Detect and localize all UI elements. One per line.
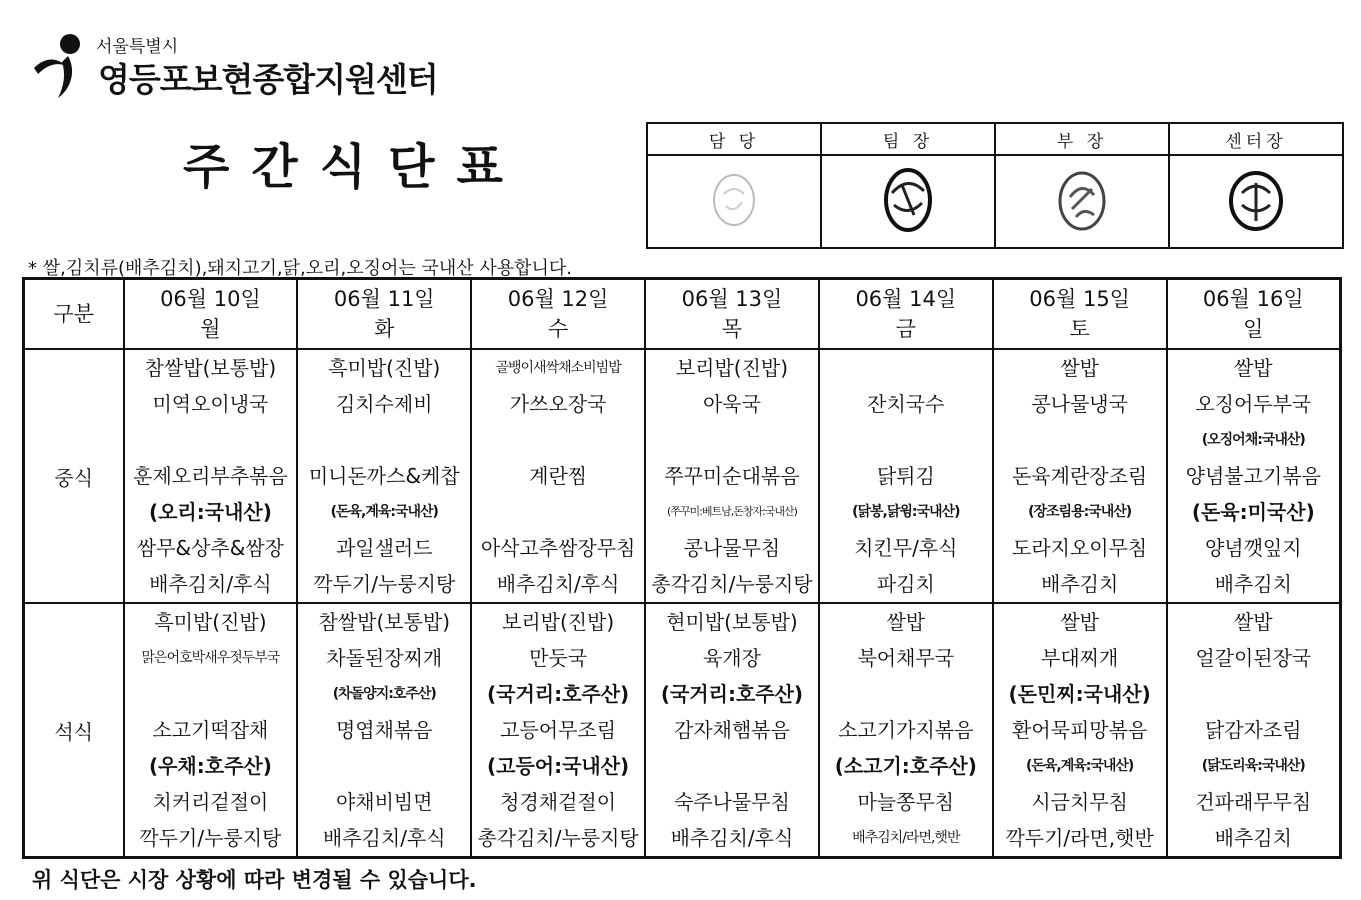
approval-label: 팀 장 bbox=[821, 123, 995, 155]
day-date: 06월 13일 bbox=[681, 287, 783, 311]
menu-item: 과일샐러드 bbox=[335, 536, 433, 560]
menu-item bbox=[820, 676, 992, 712]
menu-item: 배추김치 bbox=[1214, 572, 1292, 596]
approval-seal-cell bbox=[1169, 155, 1343, 248]
menu-item: 깍두기/라면,햇반 bbox=[1005, 826, 1154, 850]
menu-item: 쌀밥 bbox=[1060, 356, 1099, 380]
corner-label: 구분 bbox=[24, 279, 124, 350]
menu-cell bbox=[1167, 603, 1341, 858]
menu-item: 배추김치 bbox=[1214, 826, 1292, 850]
menu-item: 계란찜 bbox=[529, 464, 588, 488]
menu-item: 차돌된장찌개 bbox=[326, 646, 443, 670]
day-date: 06월 12일 bbox=[507, 287, 609, 311]
approval-label: 담 당 bbox=[647, 123, 821, 155]
menu-item: (쭈꾸미:베트남,돈창자:국내산) bbox=[666, 505, 797, 518]
center-logo bbox=[28, 30, 100, 106]
day-date: 06월 11일 bbox=[333, 287, 435, 311]
menu-item: 배추김치/후식 bbox=[670, 826, 794, 850]
menu-item: (차돌양지:호주산) bbox=[332, 686, 436, 702]
menu-item: 잔치국수 bbox=[867, 392, 945, 416]
menu-item: 육개장 bbox=[702, 646, 761, 670]
menu-item: 소고기가지볶음 bbox=[838, 718, 974, 742]
menu-item bbox=[298, 748, 470, 784]
menu-cell bbox=[645, 349, 819, 603]
menu-cell bbox=[471, 603, 645, 858]
menu-item: (장조림용:국내산) bbox=[1028, 504, 1132, 520]
menu-item: 배추김치/라면,햇반 bbox=[852, 830, 960, 846]
menu-cell bbox=[297, 349, 471, 603]
menu-item bbox=[820, 422, 992, 458]
menu-item: 만둣국 bbox=[529, 646, 588, 670]
menu-item bbox=[646, 422, 818, 458]
menu-item: 숙주나물무침 bbox=[673, 790, 790, 814]
menu-item bbox=[125, 676, 297, 712]
approval-box bbox=[646, 122, 1344, 249]
menu-item: 골뱅이새싹채소비빔밥 bbox=[495, 360, 621, 376]
weekly-menu-table bbox=[22, 277, 1342, 859]
day-weekday: 목 bbox=[721, 317, 743, 341]
menu-item: 쌀밥 bbox=[886, 610, 926, 634]
approval-label: 센터장 bbox=[1169, 123, 1343, 155]
menu-item: 미니돈까스&케찹 bbox=[308, 464, 460, 488]
meal-row bbox=[24, 349, 1341, 603]
menu-item: 가쓰오장국 bbox=[509, 392, 607, 416]
menu-item: 오징어두부국 bbox=[1195, 392, 1312, 416]
menu-item: 쌀밥 bbox=[1060, 610, 1099, 634]
menu-item: 깍두기/누룽지탕 bbox=[313, 572, 456, 596]
menu-item: 마늘쫑무침 bbox=[857, 790, 955, 814]
menu-item: 참쌀밥(보통밥) bbox=[144, 356, 277, 380]
day-date: 06월 14일 bbox=[855, 287, 957, 311]
meal-row bbox=[24, 603, 1341, 858]
day-header-cell bbox=[1167, 279, 1341, 350]
logo-subtitle: 서울특별시 bbox=[96, 37, 179, 57]
menu-item: 북어채무국 bbox=[857, 646, 955, 670]
menu-item: 깍두기/누룽지탕 bbox=[139, 826, 282, 850]
menu-item: (돈육,계육:국내산) bbox=[330, 504, 438, 520]
menu-item: 쌈무&상추&쌈장 bbox=[136, 536, 284, 560]
menu-item: 얼갈이된장국 bbox=[1195, 646, 1312, 670]
menu-item: 흑미밥(진밥) bbox=[328, 356, 441, 380]
seal-stamp-icon bbox=[880, 165, 936, 235]
menu-cell bbox=[297, 603, 471, 858]
menu-item: 고등어무조림 bbox=[500, 718, 617, 742]
menu-cell bbox=[993, 603, 1167, 858]
organization-name: 영등포보현종합지원센터 bbox=[98, 60, 438, 99]
menu-cell bbox=[1167, 349, 1341, 603]
menu-item: 닭튀김 bbox=[876, 464, 935, 488]
menu-item: (우채:호주산) bbox=[148, 754, 272, 778]
menu-item: (국거리:호주산) bbox=[660, 682, 804, 706]
menu-item: 감자채햄볶음 bbox=[673, 718, 790, 742]
menu-cell bbox=[819, 603, 993, 858]
day-weekday: 수 bbox=[547, 317, 569, 341]
day-header-cell bbox=[993, 279, 1167, 350]
menu-item bbox=[820, 350, 992, 386]
day-weekday: 일 bbox=[1243, 317, 1264, 341]
menu-item: 콩나물무침 bbox=[683, 536, 781, 560]
menu-item: 쌀밥 bbox=[1233, 356, 1273, 380]
approval-seal-cell bbox=[821, 155, 995, 248]
menu-item: 총각김치/누룽지탕 bbox=[651, 572, 813, 596]
menu-item: 환어묵피망볶음 bbox=[1012, 718, 1148, 742]
menu-item bbox=[1168, 676, 1339, 712]
menu-item: 보리밥(진밥) bbox=[675, 356, 789, 380]
menu-item: (닭봉,닭윙:국내산) bbox=[852, 504, 960, 520]
menu-item: (돈육:미국산) bbox=[1191, 500, 1315, 524]
menu-item bbox=[472, 494, 644, 530]
menu-item: (돈육,계육:국내산) bbox=[1025, 758, 1134, 774]
menu-item: 건파래무무침 bbox=[1195, 790, 1312, 814]
menu-item: 맑은어호박새우젓두부국 bbox=[141, 650, 280, 666]
menu-item: 배추김치 bbox=[1041, 572, 1119, 596]
day-date: 06월 10일 bbox=[160, 287, 261, 311]
menu-item: 부대찌개 bbox=[1041, 646, 1119, 670]
menu-item bbox=[298, 422, 470, 458]
menu-item: 콩나물냉국 bbox=[1031, 392, 1128, 416]
menu-item: 도라지오이무침 bbox=[1012, 536, 1148, 560]
menu-item: 파김치 bbox=[876, 572, 935, 596]
menu-item: 치킨무/후식 bbox=[854, 536, 958, 560]
menu-item bbox=[646, 748, 818, 784]
date-header-row bbox=[24, 279, 1341, 350]
seal-stamp-icon bbox=[1054, 167, 1110, 233]
approval-seal-cell bbox=[995, 155, 1169, 248]
menu-item: 훈제오리부추볶음 bbox=[133, 464, 288, 488]
menu-cell bbox=[124, 349, 298, 603]
logo-icon bbox=[28, 30, 100, 102]
menu-cell bbox=[124, 603, 298, 858]
menu-item: 아욱국 bbox=[702, 392, 761, 416]
footer-note: 위 식단은 시장 상황에 따라 변경될 수 있습니다. bbox=[32, 868, 477, 892]
menu-item: 흑미밥(진밥) bbox=[154, 610, 267, 634]
menu-item: 청경채겉절이 bbox=[500, 790, 617, 814]
menu-item: 배추김치/후식 bbox=[149, 572, 272, 596]
menu-item: 김치수제비 bbox=[335, 392, 433, 416]
menu-cell bbox=[993, 349, 1167, 603]
origin-notice: * 쌀,김치류(배추김치),돼지고기,닭,오리,오징어는 국내산 사용합니다. bbox=[28, 258, 573, 279]
menu-item: (오징어채:국내산) bbox=[1201, 432, 1305, 448]
day-date: 06월 15일 bbox=[1029, 287, 1130, 311]
seal-stamp-icon bbox=[1226, 167, 1286, 233]
menu-cell bbox=[471, 349, 645, 603]
menu-item: (국거리:호주산) bbox=[487, 682, 630, 706]
menu-item: 보리밥(진밥) bbox=[502, 610, 615, 634]
menu-item: (돈민찌:국내산) bbox=[1008, 682, 1151, 706]
day-weekday: 금 bbox=[895, 317, 916, 341]
menu-item: 현미밥(보통밥) bbox=[666, 610, 798, 634]
approval-label: 부 장 bbox=[995, 123, 1169, 155]
menu-item: 치커리겉절이 bbox=[152, 790, 269, 814]
menu-item: 양념깻잎지 bbox=[1204, 536, 1302, 560]
day-weekday: 토 bbox=[1069, 317, 1090, 341]
day-date: 06월 16일 bbox=[1202, 287, 1304, 311]
menu-item: 닭감자조림 bbox=[1204, 718, 1302, 742]
day-weekday: 화 bbox=[374, 317, 395, 341]
menu-item: 참쌀밥(보통밥) bbox=[318, 610, 451, 634]
menu-item: (소고기:호주산) bbox=[834, 754, 977, 778]
document-title: 주간식단표 bbox=[183, 139, 525, 195]
menu-item: 아삭고추쌈장무침 bbox=[480, 536, 636, 560]
day-header-cell bbox=[645, 279, 819, 350]
day-header-cell bbox=[297, 279, 471, 350]
menu-item: 총각김치/누룽지탕 bbox=[477, 826, 639, 850]
menu-item bbox=[472, 422, 644, 458]
day-header-cell bbox=[819, 279, 993, 350]
menu-cell bbox=[645, 603, 819, 858]
menu-item bbox=[125, 422, 297, 458]
approval-seal-cell bbox=[647, 155, 821, 248]
menu-item: 배추김치/후식 bbox=[322, 826, 446, 850]
menu-item: 미역오이냉국 bbox=[152, 392, 269, 416]
menu-item: 야채비빔면 bbox=[335, 790, 433, 814]
day-header-cell bbox=[471, 279, 645, 350]
day-weekday: 월 bbox=[200, 317, 221, 341]
day-header-cell bbox=[124, 279, 298, 350]
menu-item: 명엽채볶음 bbox=[335, 718, 433, 742]
menu-item: (오리:국내산) bbox=[148, 500, 272, 524]
seal-stamp-icon bbox=[710, 172, 758, 228]
menu-cell bbox=[819, 349, 993, 603]
menu-item: 배추김치/후식 bbox=[496, 572, 620, 596]
menu-item bbox=[994, 422, 1166, 458]
meal-label: 석식 bbox=[24, 603, 124, 858]
menu-item: (닭도리육:국내산) bbox=[1201, 758, 1305, 774]
menu-item: 쌀밥 bbox=[1233, 610, 1273, 634]
menu-item: 시금치무침 bbox=[1031, 790, 1128, 814]
menu-item: 소고기떡잡채 bbox=[152, 718, 269, 742]
menu-item: 양념불고기볶음 bbox=[1185, 464, 1321, 488]
meal-label: 중식 bbox=[24, 349, 124, 603]
menu-item: 돈육계란장조림 bbox=[1012, 464, 1148, 488]
menu-item: (고등어:국내산) bbox=[487, 754, 630, 778]
menu-item: 쭈꾸미순대볶음 bbox=[664, 464, 800, 488]
